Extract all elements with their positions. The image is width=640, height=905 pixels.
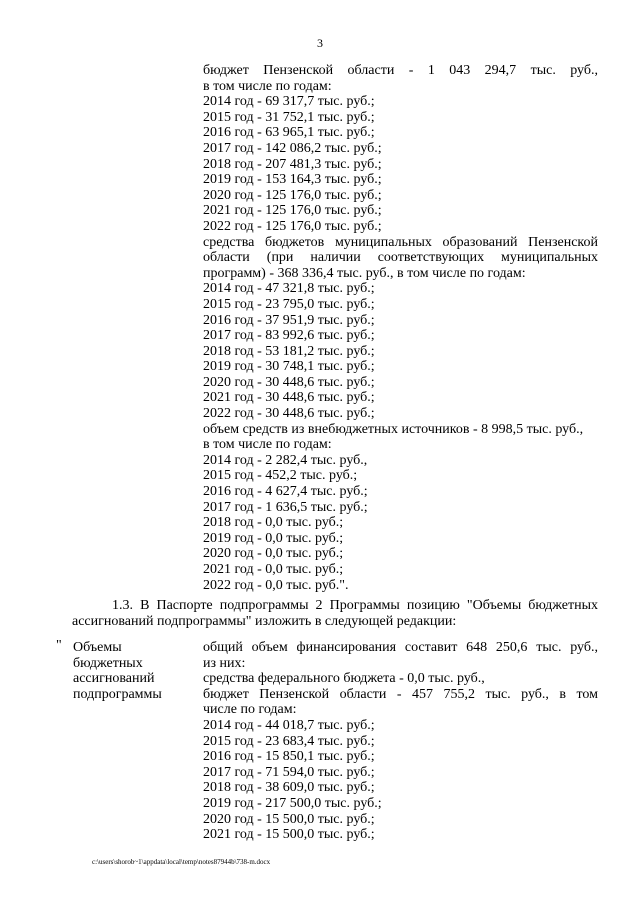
- year-line: 2018 год - 38 609,0 тыс. руб.;: [203, 780, 375, 796]
- year-line: 2014 год - 2 282,4 тыс. руб.,: [203, 452, 368, 468]
- paragraph-line: ассигнований подпрограммы" изложить в следующей редакции:: [72, 613, 457, 629]
- year-line: 2018 год - 0,0 тыс. руб.;: [203, 515, 344, 531]
- year-line: 2017 год - 83 992,6 тыс. руб.;: [203, 328, 375, 344]
- text-line: бюджет Пензенской области - 457 755,2 тыс. руб., в том: [203, 686, 598, 702]
- label-line: Объемы: [73, 640, 122, 655]
- text-line: области (при наличии соответствующих муниципальных: [203, 250, 598, 266]
- year-line: 2015 год - 31 752,1 тыс. руб.;: [203, 109, 375, 125]
- year-line: 2022 год - 0,0 тыс. руб.".: [203, 577, 349, 593]
- year-line: 2015 год - 23 795,0 тыс. руб.;: [203, 296, 375, 312]
- year-line: 2017 год - 142 086,2 тыс. руб.;: [203, 140, 382, 156]
- year-line: 2016 год - 4 627,4 тыс. руб.;: [203, 484, 368, 500]
- page-number: 3: [317, 36, 323, 50]
- position-label: [73, 640, 198, 702]
- year-line: 2016 год - 15 850,1 тыс. руб.;: [203, 749, 375, 765]
- text-line: бюджет Пензенской области - 1 043 294,7 тыс. руб.,: [203, 63, 598, 78]
- year-line: 2021 год - 0,0 тыс. руб.;: [203, 562, 344, 577]
- paragraph-line: 1.3. В Паспорте подпрограммы 2 Программы позицию "Объемы бюджетных: [112, 598, 598, 613]
- text-line: средства бюджетов муниципальных образований Пензенской: [203, 234, 598, 250]
- file-path-footer: c:\users\shorob~1\appdata\local\temp\notes87944b\738-m.docx: [92, 858, 271, 866]
- year-line: 2020 год - 15 500,0 тыс. руб.;: [203, 811, 375, 827]
- year-line: 2018 год - 207 481,3 тыс. руб.;: [203, 156, 382, 172]
- text-line: числе по годам:: [203, 702, 297, 718]
- amendment-paragraph: [72, 598, 598, 629]
- text-line: общий объем финансирования составит 648 250,6 тыс. руб.,: [203, 640, 598, 655]
- year-line: 2021 год - 30 448,6 тыс. руб.;: [203, 390, 375, 406]
- year-line: 2022 год - 125 176,0 тыс. руб.;: [203, 218, 382, 234]
- year-line: 2014 год - 47 321,8 тыс. руб.;: [203, 281, 375, 297]
- year-line: 2020 год - 125 176,0 тыс. руб.;: [203, 187, 382, 203]
- year-line: 2021 год - 15 500,0 тыс. руб.;: [203, 827, 375, 843]
- year-line: 2017 год - 71 594,0 тыс. руб.;: [203, 764, 375, 780]
- budget-block-2: [203, 640, 598, 843]
- year-line: 2016 год - 37 951,9 тыс. руб.;: [203, 312, 375, 328]
- year-line: 2022 год - 30 448,6 тыс. руб.;: [203, 406, 375, 422]
- year-line: 2014 год - 44 018,7 тыс. руб.;: [203, 717, 375, 733]
- year-line: 2019 год - 217 500,0 тыс. руб.;: [203, 795, 382, 811]
- text-line: в том числе по годам:: [203, 437, 332, 453]
- text-line: в том числе по годам:: [203, 78, 332, 94]
- year-line: 2019 год - 0,0 тыс. руб.;: [203, 530, 344, 546]
- budget-block-1: [203, 63, 598, 593]
- text-line: объем средств из внебюджетных источников - 8 998,5 тыс. руб.,: [203, 421, 584, 437]
- text-line: программ) - 368 336,4 тыс. руб., в том числе по годам:: [203, 265, 526, 281]
- text-line: из них:: [203, 655, 246, 671]
- year-line: 2016 год - 63 965,1 тыс. руб.;: [203, 125, 375, 141]
- year-line: 2020 год - 30 448,6 тыс. руб.;: [203, 374, 375, 390]
- year-line: 2020 год - 0,0 тыс. руб.;: [203, 546, 344, 562]
- text-line: средства федерального бюджета - 0,0 тыс. руб.,: [203, 671, 485, 687]
- year-line: 2018 год - 53 181,2 тыс. руб.;: [203, 343, 375, 359]
- year-line: 2021 год - 125 176,0 тыс. руб.;: [203, 203, 382, 219]
- label-line: подпрограммы: [73, 686, 162, 702]
- year-line: 2017 год - 1 636,5 тыс. руб.;: [203, 499, 368, 515]
- year-line: 2015 год - 23 683,4 тыс. руб.;: [203, 733, 375, 749]
- opening-quote-mark: ": [56, 638, 62, 653]
- year-line: 2019 год - 153 164,3 тыс. руб.;: [203, 172, 382, 188]
- label-line: ассигнований: [73, 671, 155, 687]
- year-line: 2015 год - 452,2 тыс. руб.;: [203, 468, 358, 484]
- year-line: 2019 год - 30 748,1 тыс. руб.;: [203, 359, 375, 375]
- year-line: 2014 год - 69 317,7 тыс. руб.;: [203, 94, 375, 110]
- label-line: бюджетных: [73, 655, 143, 671]
